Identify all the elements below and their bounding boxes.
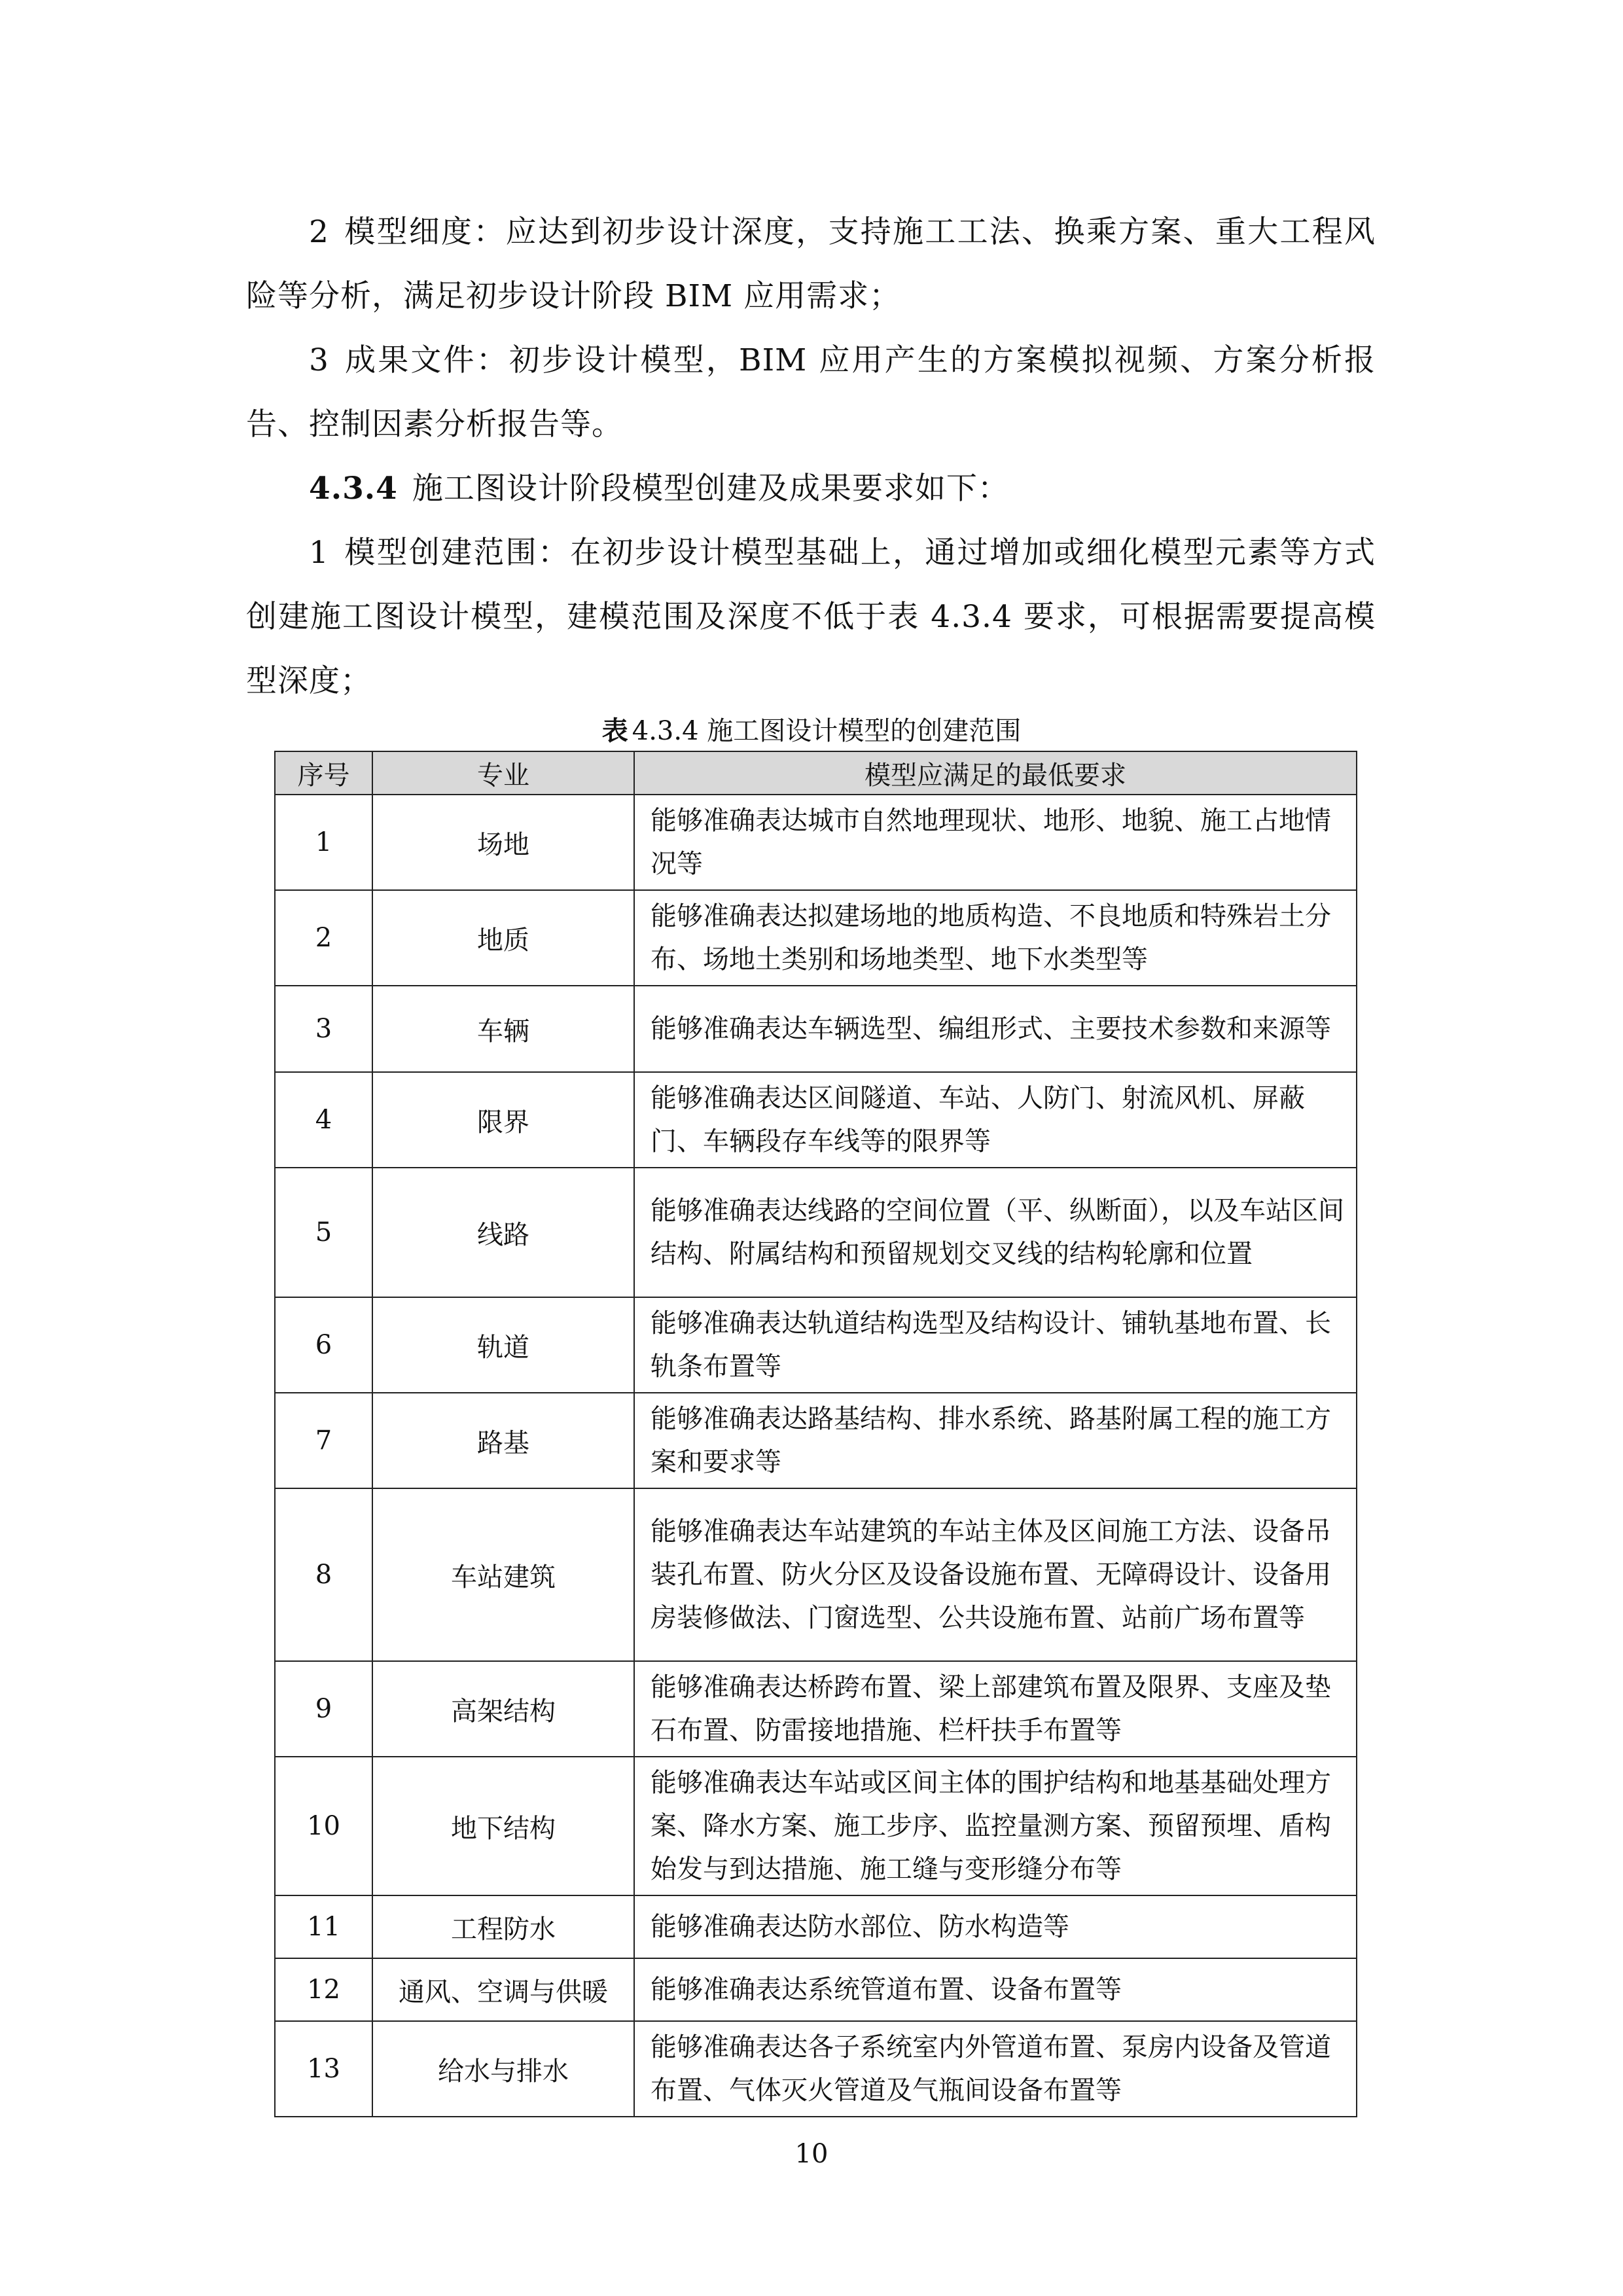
row-number: 2 [275, 890, 372, 986]
row-requirement: 能够准确表达区间隧道、车站、人防门、射流风机、屏蔽门、车辆段存车线等的限界等 [634, 1072, 1357, 1168]
table-row [275, 1757, 1357, 1895]
row-number: 5 [275, 1168, 372, 1297]
row-requirement: 能够准确表达城市自然地理现状、地形、地貌、施工占地情况等 [634, 795, 1357, 890]
row-specialty: 高架结构 [372, 1661, 634, 1757]
row-specialty: 限界 [372, 1072, 634, 1168]
row-specialty: 车辆 [372, 986, 634, 1072]
table-caption-label: 表 [601, 715, 628, 746]
row-number: 6 [275, 1297, 372, 1393]
row-requirement: 能够准确表达拟建场地的地质构造、不良地质和特殊岩土分布、场地土类别和场地类型、地下水类型等 [634, 890, 1357, 986]
row-specialty: 地质 [372, 890, 634, 986]
row-number: 8 [275, 1488, 372, 1661]
clause-number: 4.3.4 [309, 471, 398, 507]
paragraph-text: 模型创建范围：在初步设计模型基础上，通过增加或细化模型元素等方式创建施工图设计模型，建模范围及深度不低于表 4.3.4 要求，可根据需要提高模型深度； [246, 535, 1376, 699]
table-row [275, 1072, 1357, 1168]
row-specialty: 工程防水 [372, 1895, 634, 1958]
header-serial-number: 序号 [275, 751, 372, 795]
row-number: 13 [275, 2021, 372, 2117]
row-specialty: 线路 [372, 1168, 634, 1297]
item-number: 3 [309, 342, 329, 378]
clause-heading [246, 457, 1376, 521]
paragraph-model-detail [246, 200, 1376, 329]
row-number: 1 [275, 795, 372, 890]
clause-text: 施工图设计阶段模型创建及成果要求如下： [412, 471, 1009, 507]
row-requirement: 能够准确表达车站建筑的车站主体及区间施工方法、设备吊装孔布置、防火分区及设备设施布置、无障碍设计、设备用房装修做法、门窗选型、公共设施布置、站前广场布置等 [634, 1488, 1357, 1661]
row-requirement: 能够准确表达系统管道布置、设备布置等 [634, 1958, 1357, 2021]
row-requirement: 能够准确表达路基结构、排水系统、路基附属工程的施工方案和要求等 [634, 1393, 1357, 1488]
row-requirement: 能够准确表达桥跨布置、梁上部建筑布置及限界、支座及垫石布置、防雷接地措施、栏杆扶手布置等 [634, 1661, 1357, 1757]
row-number: 10 [275, 1757, 372, 1895]
row-number: 11 [275, 1895, 372, 1958]
table-row [275, 890, 1357, 986]
paragraph-model-scope [246, 521, 1376, 713]
row-number: 4 [275, 1072, 372, 1168]
table-row [275, 1661, 1357, 1757]
paragraph-text: 模型细度：应达到初步设计深度，支持施工工法、换乘方案、重大工程风险等分析，满足初步设计阶段 BIM 应用需求； [246, 214, 1376, 314]
page-number: 10 [794, 2139, 829, 2169]
row-requirement: 能够准确表达防水部位、防水构造等 [634, 1895, 1357, 1958]
paragraph-text: 成果文件：初步设计模型，BIM 应用产生的方案模拟视频、方案分析报告、控制因素分析报告等。 [246, 342, 1376, 442]
item-number: 1 [309, 535, 329, 571]
row-requirement: 能够准确表达车站或区间主体的围护结构和地基基础处理方案、降水方案、施工步序、监控量测方案、预留预埋、盾构始发与到达措施、施工缝与变形缝分布等 [634, 1757, 1357, 1895]
row-number: 12 [275, 1958, 372, 2021]
table-header-row [275, 751, 1357, 795]
row-requirement: 能够准确表达车辆选型、编组形式、主要技术参数和来源等 [634, 986, 1357, 1072]
table-row [275, 1895, 1357, 1958]
row-specialty: 轨道 [372, 1297, 634, 1393]
table-row [275, 2021, 1357, 2117]
header-minimum-requirement: 模型应满足的最低要求 [634, 751, 1357, 795]
table-row [275, 795, 1357, 890]
table-row [275, 1488, 1357, 1661]
row-number: 9 [275, 1661, 372, 1757]
row-number: 3 [275, 986, 372, 1072]
row-specialty: 通风、空调与供暖 [372, 1958, 634, 2021]
table-row [275, 1958, 1357, 2021]
table-caption-text: 4.3.4 施工图设计模型的创建范围 [632, 716, 1022, 746]
row-specialty: 给水与排水 [372, 2021, 634, 2117]
row-requirement: 能够准确表达轨道结构选型及结构设计、铺轨基地布置、长轨条布置等 [634, 1297, 1357, 1393]
paragraph-deliverables [246, 329, 1376, 457]
row-specialty: 车站建筑 [372, 1488, 634, 1661]
table-row [275, 986, 1357, 1072]
table-caption [0, 715, 1623, 747]
row-number: 7 [275, 1393, 372, 1488]
requirements-table [274, 751, 1357, 2117]
row-specialty: 路基 [372, 1393, 634, 1488]
row-requirement: 能够准确表达线路的空间位置（平、纵断面），以及车站区间结构、附属结构和预留规划交叉线的结构轮廓和位置 [634, 1168, 1357, 1297]
row-specialty: 地下结构 [372, 1757, 634, 1895]
item-number: 2 [309, 214, 329, 250]
header-specialty: 专业 [372, 751, 634, 795]
table-row [275, 1168, 1357, 1297]
row-requirement: 能够准确表达各子系统室内外管道布置、泵房内设备及管道布置、气体灭火管道及气瓶间设备布置等 [634, 2021, 1357, 2117]
table-row [275, 1393, 1357, 1488]
row-specialty: 场地 [372, 795, 634, 890]
table-row [275, 1297, 1357, 1393]
